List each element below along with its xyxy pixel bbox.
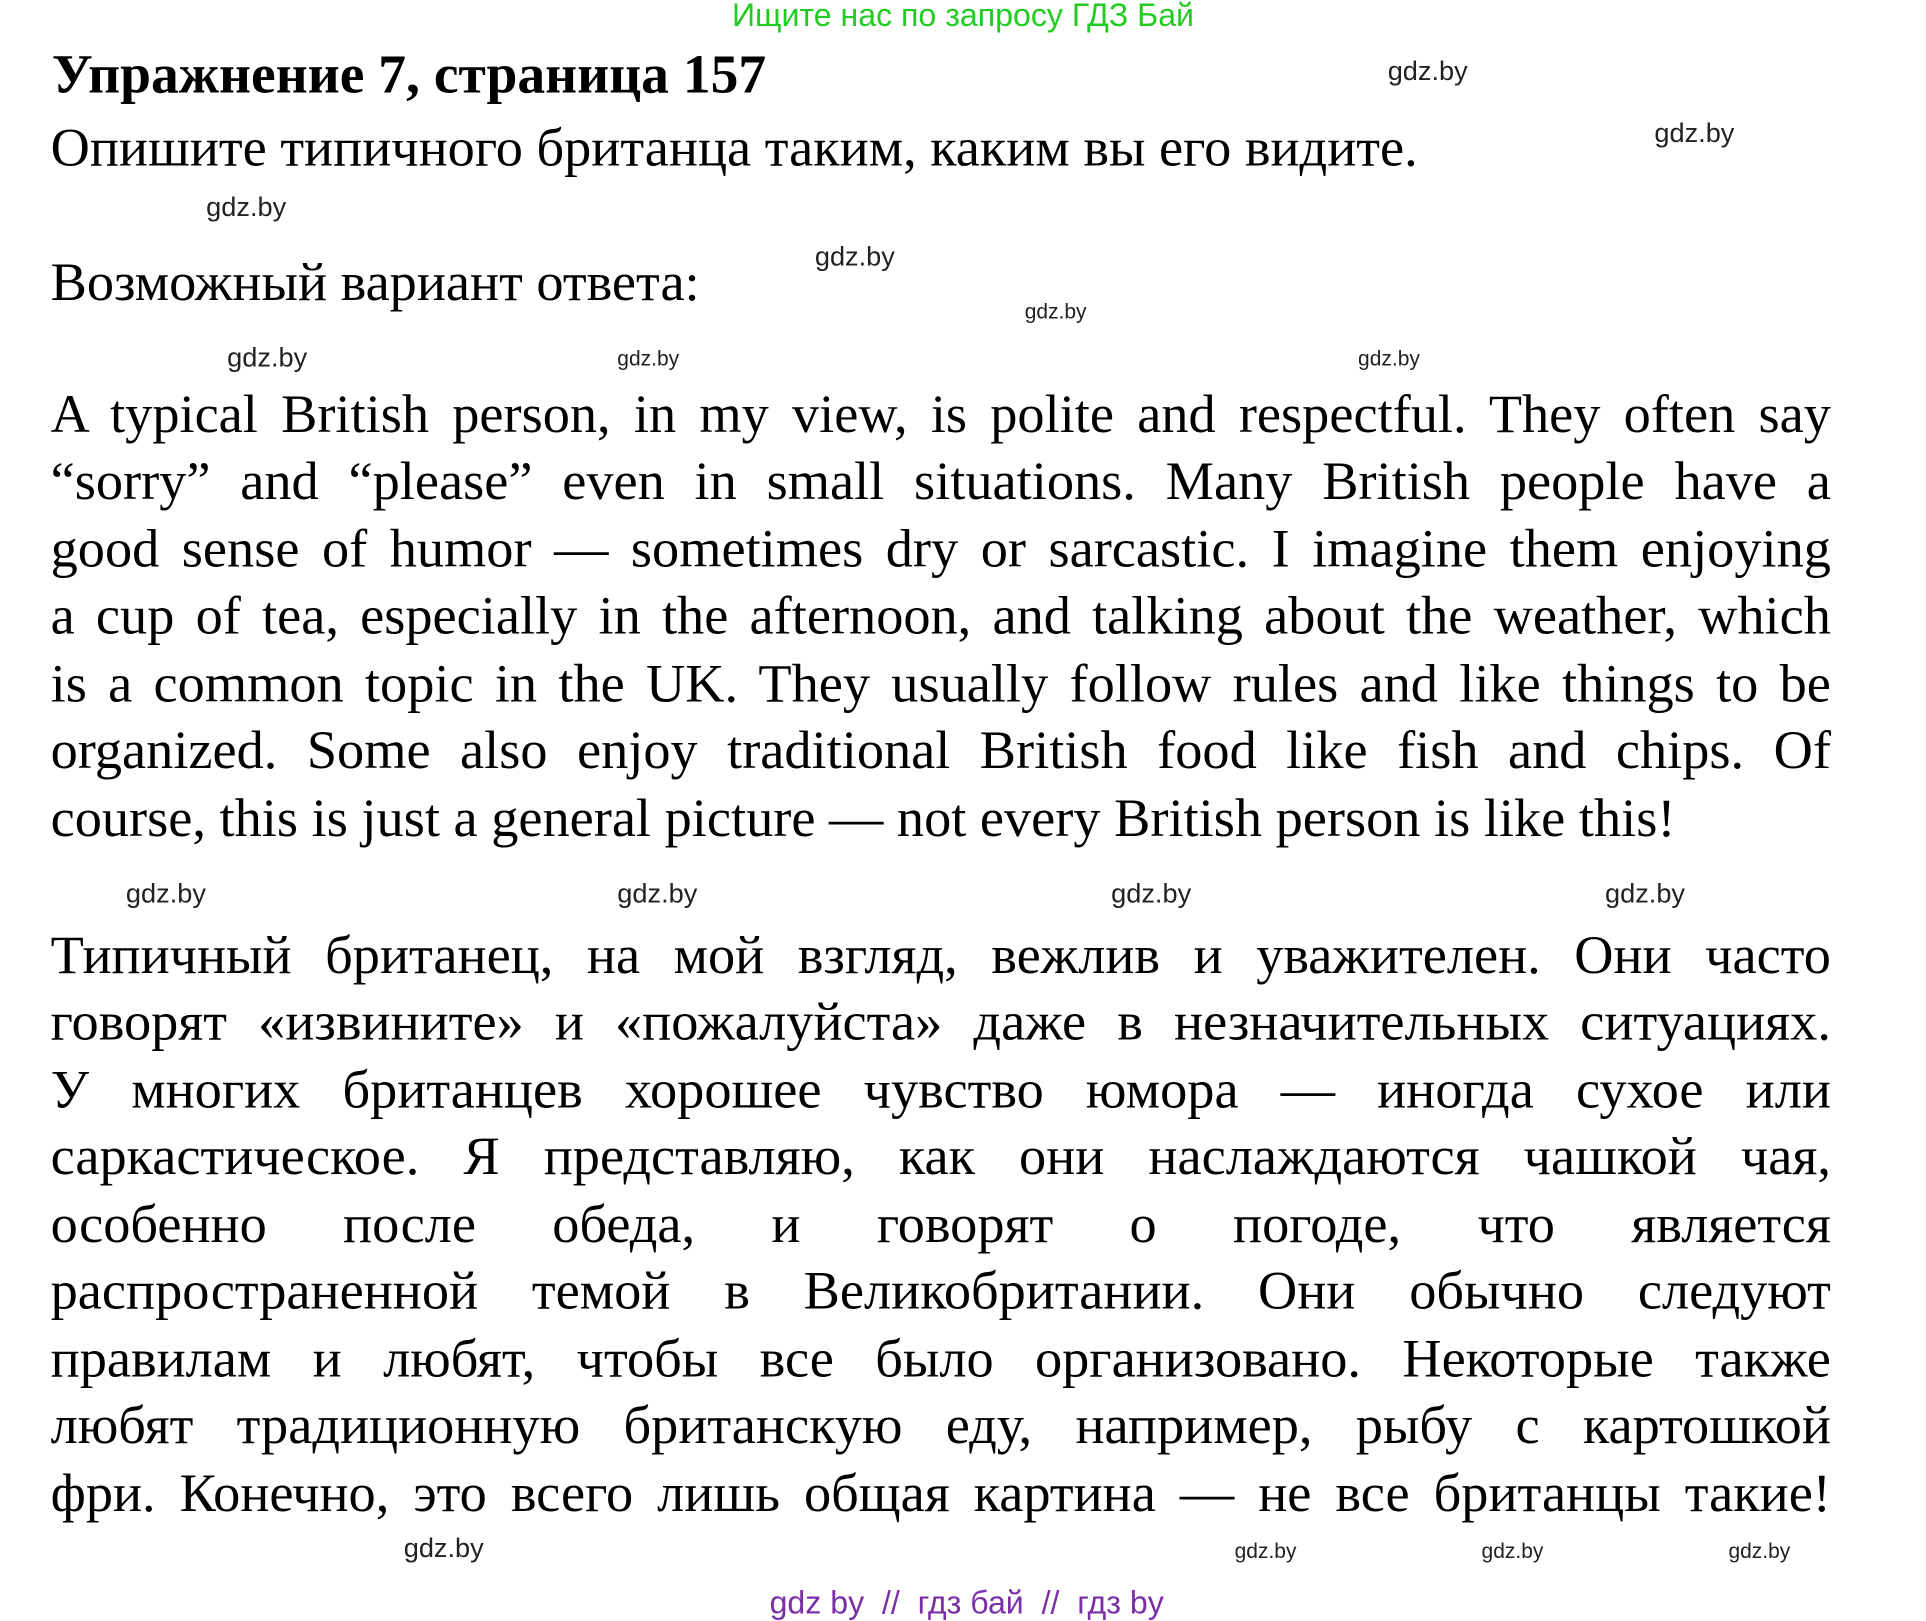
watermark: gdz.by xyxy=(125,877,206,909)
watermark: gdz.by xyxy=(1728,1539,1791,1564)
russian-line: правилам и любят, чтобы все было организовано. Некоторые также xyxy=(50,1328,1831,1389)
english-line: organized. Some also enjoy traditional British food like fish and chips. Of xyxy=(50,719,1831,781)
russian-line: распространенной темой в Великобритании. Они обычно следуют xyxy=(50,1260,1831,1322)
watermark: gdz.by xyxy=(227,341,308,373)
watermark: gdz.by xyxy=(1481,1539,1544,1564)
exercise-title: Упражнение 7, страница 157 xyxy=(51,43,767,105)
watermark: gdz.by xyxy=(1387,55,1468,87)
russian-line: Типичный британец, на мой взгляд, вежлив и уважителен. Они часто xyxy=(50,924,1831,986)
watermark: gdz.by xyxy=(1234,1539,1297,1564)
english-line: a cup of tea, especially in the afternoon, and talking about the weather, which xyxy=(50,585,1831,646)
english-line: course, this is just a general picture — not every British person is like this! xyxy=(50,787,1676,849)
russian-line: фри. Конечно, это всего лишь общая картина — не все британцы такие! xyxy=(50,1463,1831,1524)
watermark: gdz.by xyxy=(1654,117,1735,149)
top-banner: Ищите нас по запросу ГДЗ Бай xyxy=(731,0,1194,34)
watermark: gdz.by xyxy=(206,191,287,223)
task-text: Опишите типичного британца таким, каким вы его видите. xyxy=(50,117,1418,178)
watermark: gdz.by xyxy=(1024,300,1087,324)
russian-line: саркастическое. Я представляю, как они наслаждаются чашкой чая, xyxy=(50,1125,1831,1187)
watermark: gdz.by xyxy=(814,240,895,272)
watermark: gdz.by xyxy=(1604,877,1686,909)
answer-label: Возможный вариант ответа: xyxy=(50,251,700,313)
watermark: gdz.by xyxy=(617,877,698,909)
footer-links: gdz by // гдз бай // гдз by xyxy=(769,1583,1164,1621)
watermark: gdz.by xyxy=(617,346,680,371)
english-line: good sense of humor — sometimes dry or sarcastic. I imagine them enjoying xyxy=(50,518,1831,580)
russian-line: говорят «извините» и «пожалуйста» даже в незначительных ситуациях. xyxy=(50,991,1831,1052)
english-line: “sorry” and “please” even in small situations. Many British people have a xyxy=(50,450,1831,512)
english-line: A typical British person, in my view, is polite and respectful. They often say xyxy=(50,383,1831,445)
russian-line: У многих британцев хорошее чувство юмора — иногда сухое или xyxy=(50,1059,1831,1120)
watermark: gdz.by xyxy=(1111,877,1192,909)
watermark: gdz.by xyxy=(1358,346,1420,371)
english-line: is a common topic in the UK. They usually follow rules and like things to be xyxy=(50,653,1831,714)
watermark: gdz.by xyxy=(403,1532,484,1564)
russian-line: особенно после обеда, и говорят о погоде, что является xyxy=(50,1193,1831,1255)
russian-line: любят традиционную британскую еду, например, рыбу с картошкой xyxy=(50,1395,1831,1456)
